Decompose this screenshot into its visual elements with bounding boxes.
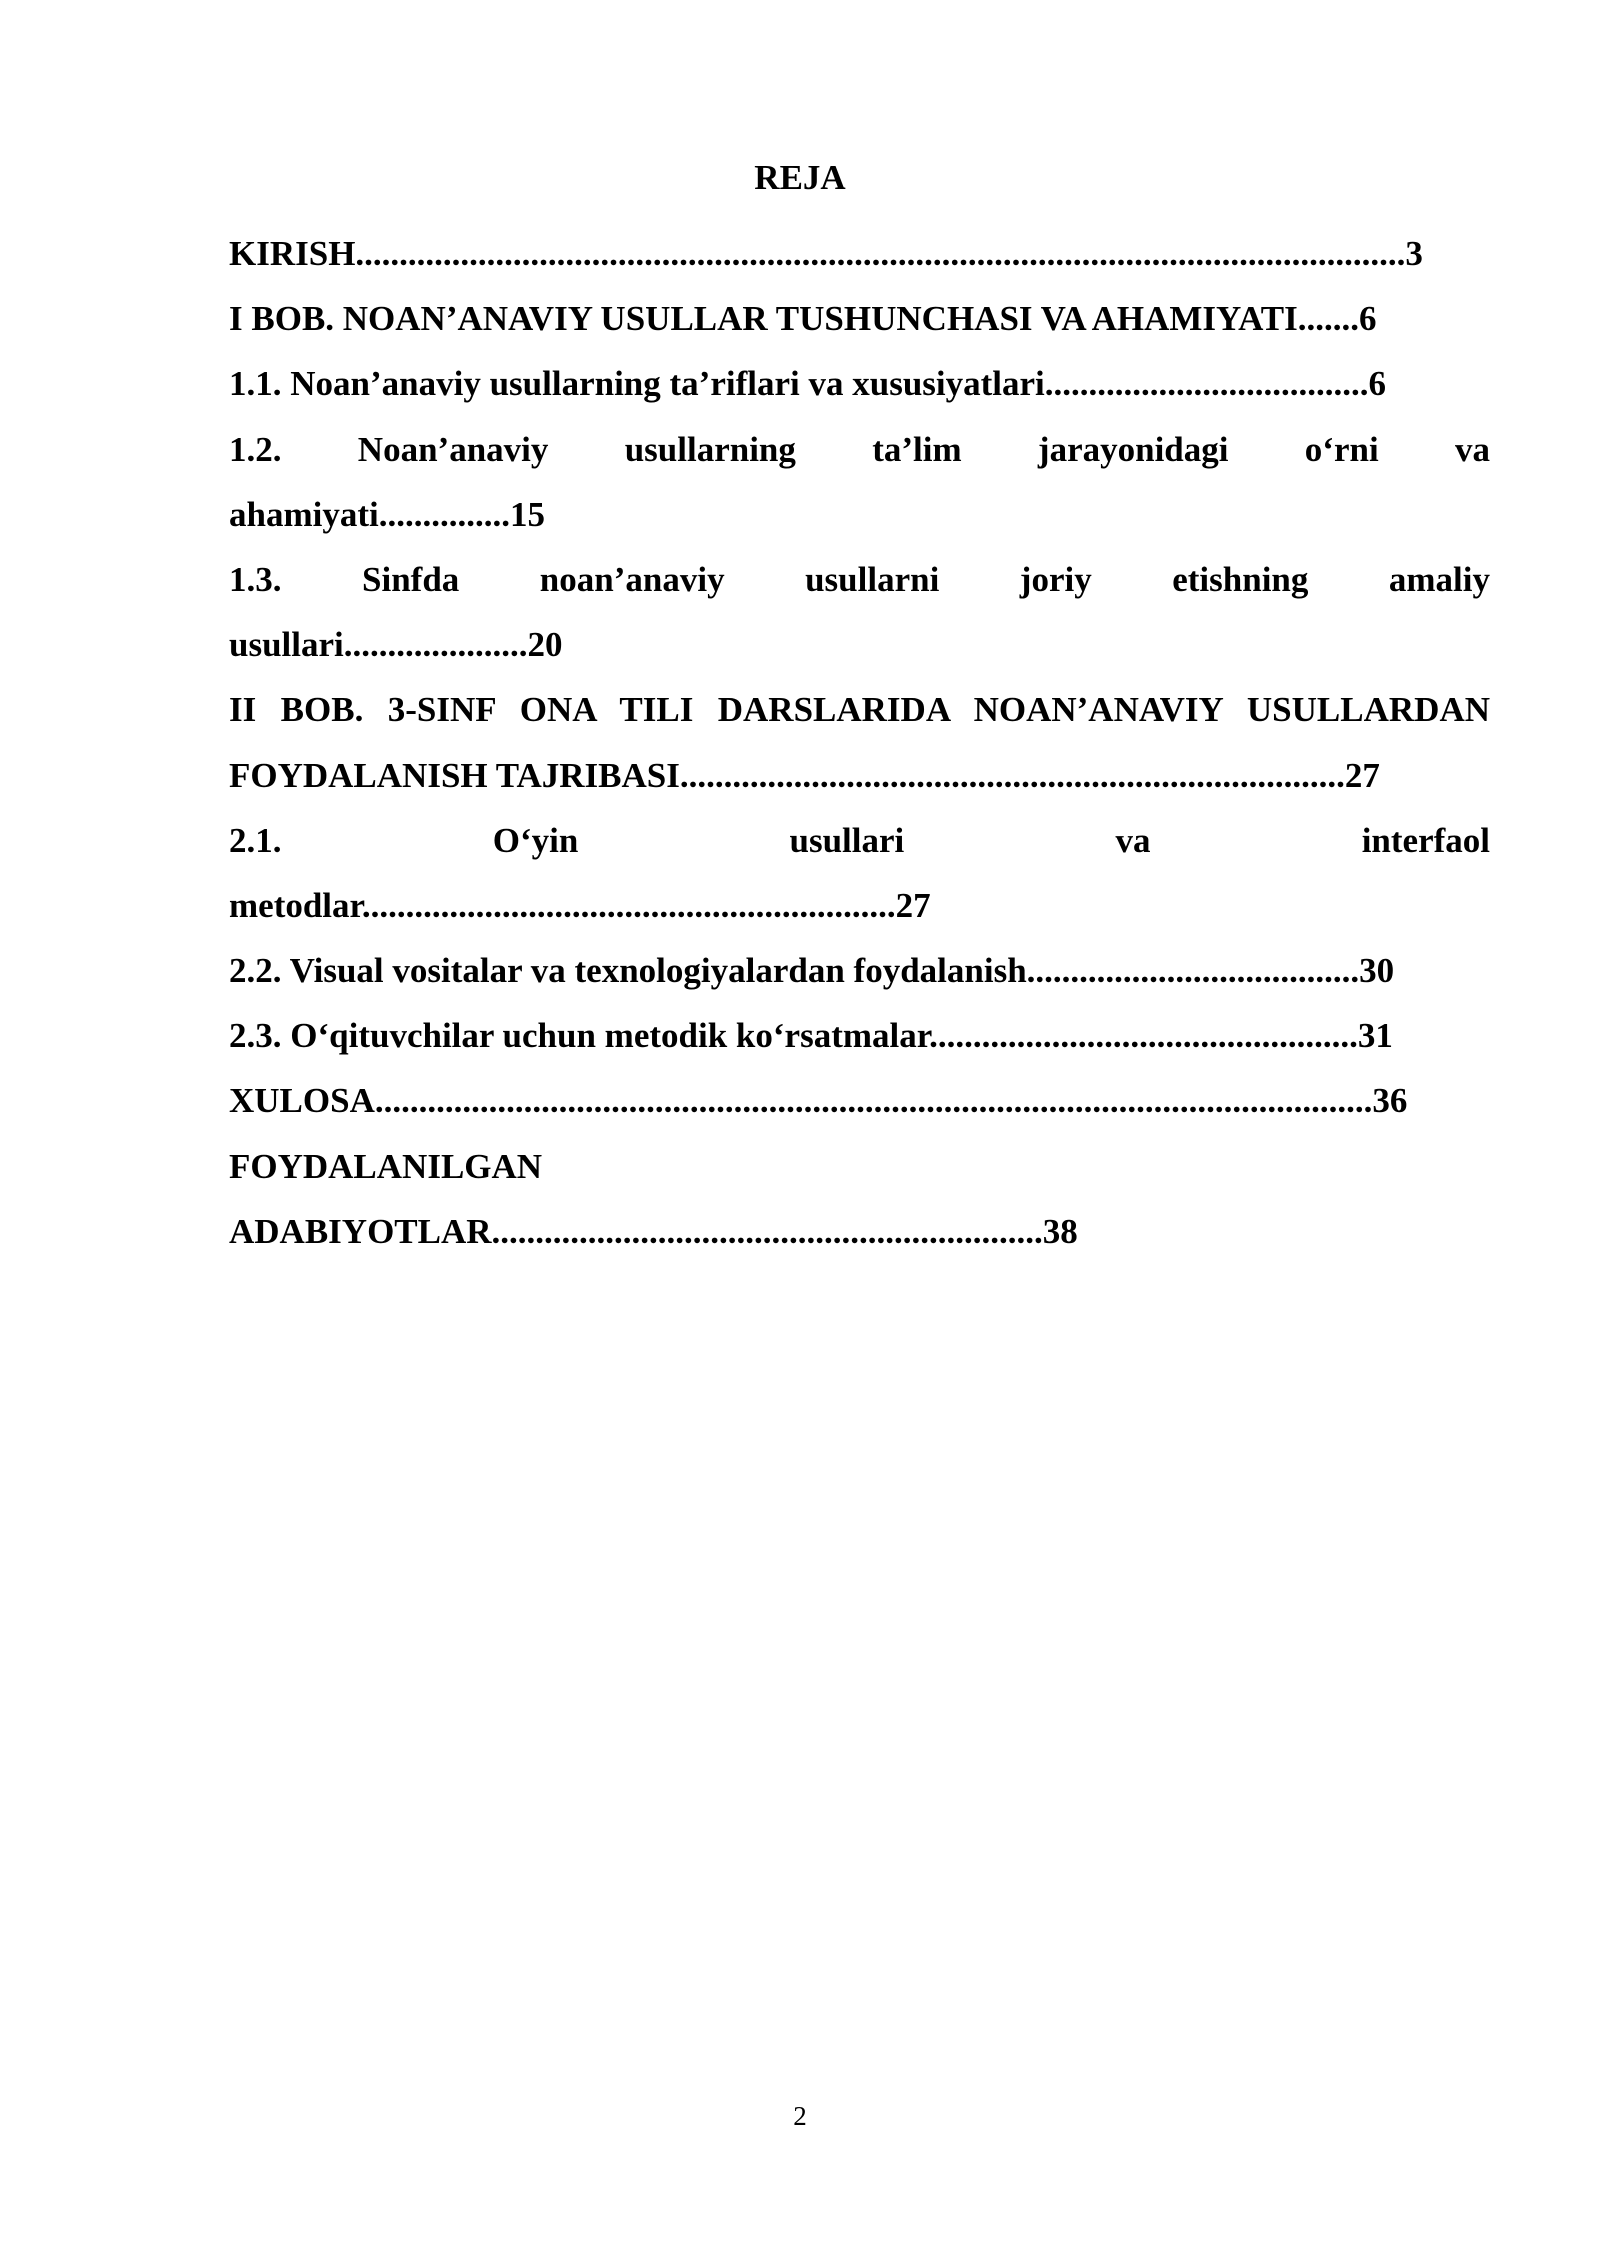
toc-line-section-2-2: 2.2. Visual vositalar va texnologiyalardan foydalanish......................................30 <box>229 951 1395 991</box>
toc-line-section-1-1: 1.1. Noan’anaviy usullarning ta’riflari va xususiyatlari.....................................6 <box>229 364 1387 404</box>
page-title: REJA <box>754 158 846 197</box>
toc-line-chapter-1: I BOB. NOAN’ANAVIY USULLAR TUSHUNCHASI VA AHAMIYATI.......6 <box>229 299 1377 339</box>
toc-line-section-2-1-continued: metodlar.............................................................27 <box>229 885 931 925</box>
toc-line-kirish: KIRISH........................................................................................................................3 <box>229 234 1423 273</box>
toc-line-section-1-3-continued: usullari.....................20 <box>229 625 563 665</box>
toc-line-chapter-2: II BOB. 3-SINF ONA TILI DARSLARIDA NOAN’ANAVIY USULLARDAN <box>229 690 1490 730</box>
toc-line-chapter-2-continued: FOYDALANISH TAJRIBASI............................................................................27 <box>229 755 1380 795</box>
toc-line-section-1-3: 1.3. Sinfda noan’anaviy usullarni joriy etishning amaliy <box>229 559 1490 599</box>
page-number: 2 <box>793 2101 807 2131</box>
toc-line-references-continued: ADABIYOTLAR...............................................................38 <box>229 1211 1078 1251</box>
toc-line-references: FOYDALANILGAN <box>229 1146 543 1186</box>
table-of-contents <box>229 221 1490 1264</box>
toc-line-section-1-2-continued: ahamiyati...............15 <box>229 494 545 534</box>
toc-line-section-2-1: 2.1. O‘yin usullari va interfaol <box>229 820 1490 860</box>
toc-line-xulosa: XULOSA..................................................................................................................36 <box>229 1081 1408 1121</box>
toc-line-section-2-3: 2.3. O‘qituvchilar uchun metodik ko‘rsatmalar.................................................31 <box>229 1016 1393 1056</box>
toc-line-section-1-2: 1.2. Noan’anaviy usullarning ta’lim jarayonidagi o‘rni va <box>229 429 1490 469</box>
